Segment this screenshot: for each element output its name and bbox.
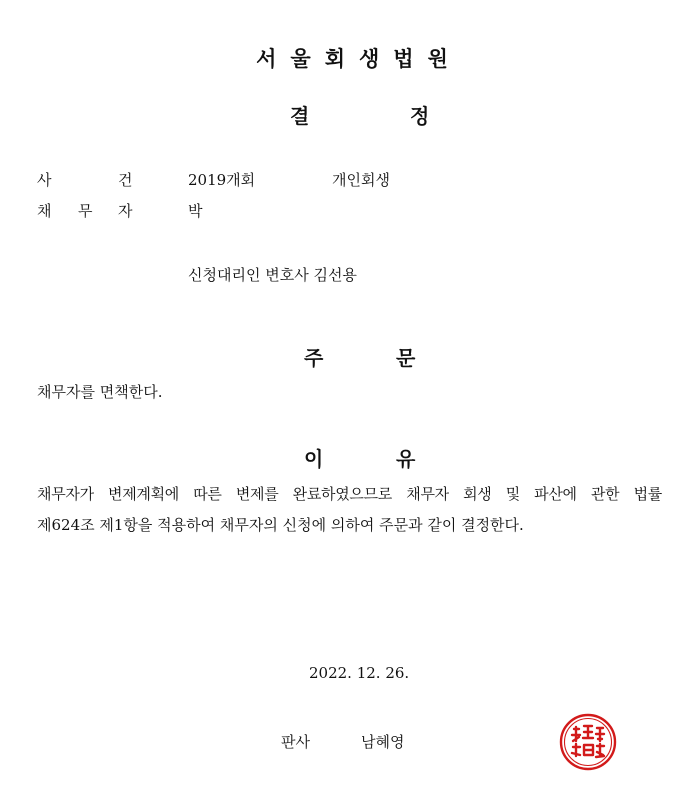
order-heading-part2: 문 (396, 346, 416, 370)
reason-heading-part2: 유 (396, 447, 416, 471)
filing-agent: 신청대리인 변호사 김선용 (188, 266, 357, 284)
order-text: 채무자를 면책한다. (37, 383, 163, 401)
case-number: 2019개회 (188, 171, 256, 189)
debtor-label-char2: 무 (78, 202, 93, 220)
judge-title: 판사 (281, 733, 310, 751)
reason-line-1: 채무자가 변제계획에 따른 변제를 완료하였으므로 채무자 회생 및 파산에 관한 법률 (37, 485, 662, 503)
case-type: 개인회생 (332, 171, 390, 189)
reason-line-2: 제624조 제1항을 적용하여 채무자의 신청에 의하여 주문과 같이 결정한다. (37, 516, 524, 534)
debtor-label-char1: 채 (37, 202, 52, 220)
debtor-label-char3: 자 (118, 202, 133, 220)
debtor-name: 박 (188, 202, 203, 220)
case-label-char1: 사 (37, 171, 52, 189)
reason-heading-part1: 이 (304, 447, 324, 471)
decision-date: 2022. 12. 26. (309, 664, 410, 682)
court-name: 서울회생법원 (256, 47, 462, 71)
doc-title-part2: 정 (410, 104, 430, 128)
judge-seal-stamp (557, 711, 619, 773)
case-label-char2: 건 (118, 171, 133, 189)
doc-title-part1: 결 (290, 104, 310, 128)
judge-name: 남혜영 (361, 733, 405, 751)
order-heading-part1: 주 (304, 346, 324, 370)
